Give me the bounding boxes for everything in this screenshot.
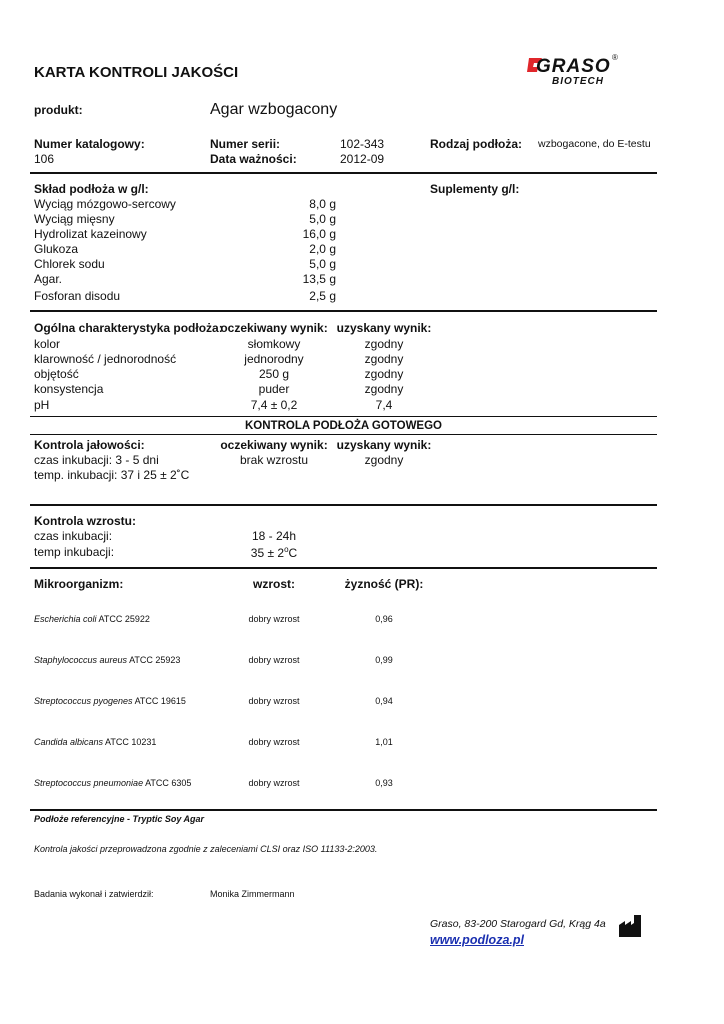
standard-note: Kontrola jakości przeprowadzona zgodnie z zaleceniami CLSI oraz ISO 11133-2:2003. (34, 844, 378, 854)
graso-logo (524, 52, 624, 92)
microorganism-growth: dobry wzrost (248, 778, 300, 788)
divider (30, 504, 657, 506)
product-value: Agar wzbogacony (210, 101, 338, 118)
growth-time-value: 18 - 24h (251, 529, 297, 543)
microorganism-species: Candida albicans (34, 737, 104, 747)
composition-item-name: Glukoza (34, 242, 79, 256)
microorganism-pr: 0,93 (375, 778, 393, 788)
manufacturer-icon (618, 914, 642, 938)
sterility-temp: temp. inkubacji: 37 i 25 ± 2˚C (34, 468, 190, 482)
sterility-obtained-header: uzyskany wynik: (336, 438, 432, 452)
series-value: 102-343 (340, 137, 385, 151)
characteristic-name: konsystencja (34, 382, 104, 396)
characteristics-title: Ogólna charakterystyka podłoża: (34, 321, 223, 335)
composition-item-value: 8,0 g (309, 197, 336, 211)
reference-note: Podłoże referencyjne - Tryptic Soy Agar (34, 814, 205, 824)
ready-medium-title: KONTROLA PODŁOŻA GOTOWEGO (245, 420, 442, 432)
sterility-obtained: zgodny (364, 453, 404, 467)
catalog-value: 106 (34, 152, 55, 166)
microorganism-growth: dobry wzrost (248, 696, 300, 706)
microorganism-pr: 0,96 (375, 614, 393, 624)
expiry-label: Data ważności: (210, 152, 297, 166)
microorganism-name (34, 614, 150, 624)
microorganism-growth: dobry wzrost (248, 737, 300, 747)
characteristic-name: pH (34, 398, 50, 412)
divider (30, 434, 657, 435)
microorganism-species: Streptococcus pneumoniae (34, 778, 144, 788)
divider (30, 310, 657, 312)
microorganism-pr: 1,01 (375, 737, 393, 747)
micro-col-pr: żyzność (PR): (344, 577, 424, 591)
footer-address: Graso, 83-200 Starogard Gd, Krąg 4a (430, 918, 606, 930)
divider (30, 416, 657, 417)
composition-item-name: Fosforan disodu (34, 289, 121, 303)
microorganism-pr: 0,94 (375, 696, 393, 706)
logo-biotech-text: BIOTECH (552, 76, 604, 87)
microorganism-growth: dobry wzrost (248, 614, 300, 624)
registered-mark: ® (612, 53, 618, 62)
microorganism-strain: ATCC 6305 (143, 778, 192, 788)
composition-item-name: Agar. (34, 272, 63, 286)
composition-item-name: Hydrolizat kazeinowy (34, 227, 147, 241)
divider (30, 172, 657, 174)
catalog-label: Numer katalogowy: (34, 137, 145, 151)
expiry-value: 2012-09 (340, 152, 385, 166)
growth-time-label: czas inkubacji: (34, 529, 113, 543)
divider (30, 567, 657, 569)
microorganism-species: Escherichia coli (34, 614, 97, 624)
composition-item-value: 5,0 g (309, 257, 336, 271)
growth-title: Kontrola wzrostu: (34, 514, 136, 528)
microorganism-growth: dobry wzrost (248, 655, 300, 665)
page-title: KARTA KONTROLI JAKOŚCI (34, 64, 239, 81)
characteristic-obtained: zgodny (364, 352, 404, 366)
characteristic-obtained: 7,4 (375, 398, 393, 412)
sterility-time: czas inkubacji: 3 - 5 dni (34, 453, 159, 467)
microorganism-strain: ATCC 25923 (127, 655, 181, 665)
characteristic-expected: słomkowy (247, 337, 301, 351)
characteristic-expected: 7,4 ± 0,2 (250, 398, 298, 412)
microorganism-pr: 0,99 (375, 655, 393, 665)
expected-header: oczekiwany wynik: (220, 321, 328, 335)
characteristic-obtained: zgodny (364, 367, 404, 381)
signature-label: Badania wykonał i zatwierdził: (34, 889, 154, 899)
composition-item-value: 16,0 g (302, 227, 336, 241)
composition-title: Skład podłoża w g/l: (34, 182, 149, 196)
website-link[interactable]: www.podloza.pl (430, 933, 524, 947)
composition-item-name: Wyciąg mózgowo-sercowy (34, 197, 176, 211)
composition-item-name: Wyciąg mięsny (34, 212, 115, 226)
composition-item-value: 2,5 g (309, 289, 336, 303)
composition-item-value: 2,0 g (309, 242, 336, 256)
microorganism-name (34, 696, 186, 706)
growth-temp-value: $35 \pm 2^oC$ (250, 545, 298, 560)
signature-name: Monika Zimmermann (210, 889, 295, 899)
micro-col-name: Mikroorganizm: (34, 577, 124, 591)
microorganism-name (34, 737, 156, 747)
composition-item-value: 13,5 g (302, 272, 336, 286)
composition-item-name: Chlorek sodu (34, 257, 105, 271)
growth-temp-label: temp inkubacji: (34, 545, 115, 559)
microorganism-name (34, 778, 191, 788)
product-label: produkt: (34, 103, 83, 117)
characteristic-name: objętość (34, 367, 79, 381)
micro-col-growth: wzrost: (253, 577, 295, 591)
sterility-expected-header: oczekiwany wynik: (220, 438, 328, 452)
characteristic-expected: puder (258, 382, 290, 396)
microorganism-strain: ATCC 19615 (132, 696, 186, 706)
microorganism-strain: ATCC 10231 (103, 737, 157, 747)
logo-graso-text: GRASO (536, 56, 611, 77)
characteristic-name: klarowność / jednorodność (34, 352, 177, 366)
characteristic-obtained: zgodny (364, 382, 404, 396)
microorganism-strain: ATCC 25922 (96, 614, 150, 624)
microorganism-species: Staphylococcus aureus (34, 655, 128, 665)
characteristic-obtained: zgodny (364, 337, 404, 351)
microorganism-name (34, 655, 180, 665)
composition-item-value: 5,0 g (309, 212, 336, 226)
characteristic-expected: jednorodny (244, 352, 304, 366)
sterility-expected: brak wzrostu (239, 453, 309, 467)
sterility-title: Kontrola jałowości: (34, 438, 145, 452)
microorganism-species: Streptococcus pyogenes (34, 696, 133, 706)
divider (30, 809, 657, 811)
medium-type-label: Rodzaj podłoża: (430, 137, 522, 151)
characteristic-name: kolor (34, 337, 61, 351)
obtained-header: uzyskany wynik: (336, 321, 432, 335)
characteristic-expected: 250 g (258, 367, 290, 381)
supplements-title: Suplementy g/l: (430, 182, 520, 196)
medium-type-value: wzbogacone, do E-testu (538, 138, 651, 150)
series-label: Numer serii: (210, 137, 281, 151)
